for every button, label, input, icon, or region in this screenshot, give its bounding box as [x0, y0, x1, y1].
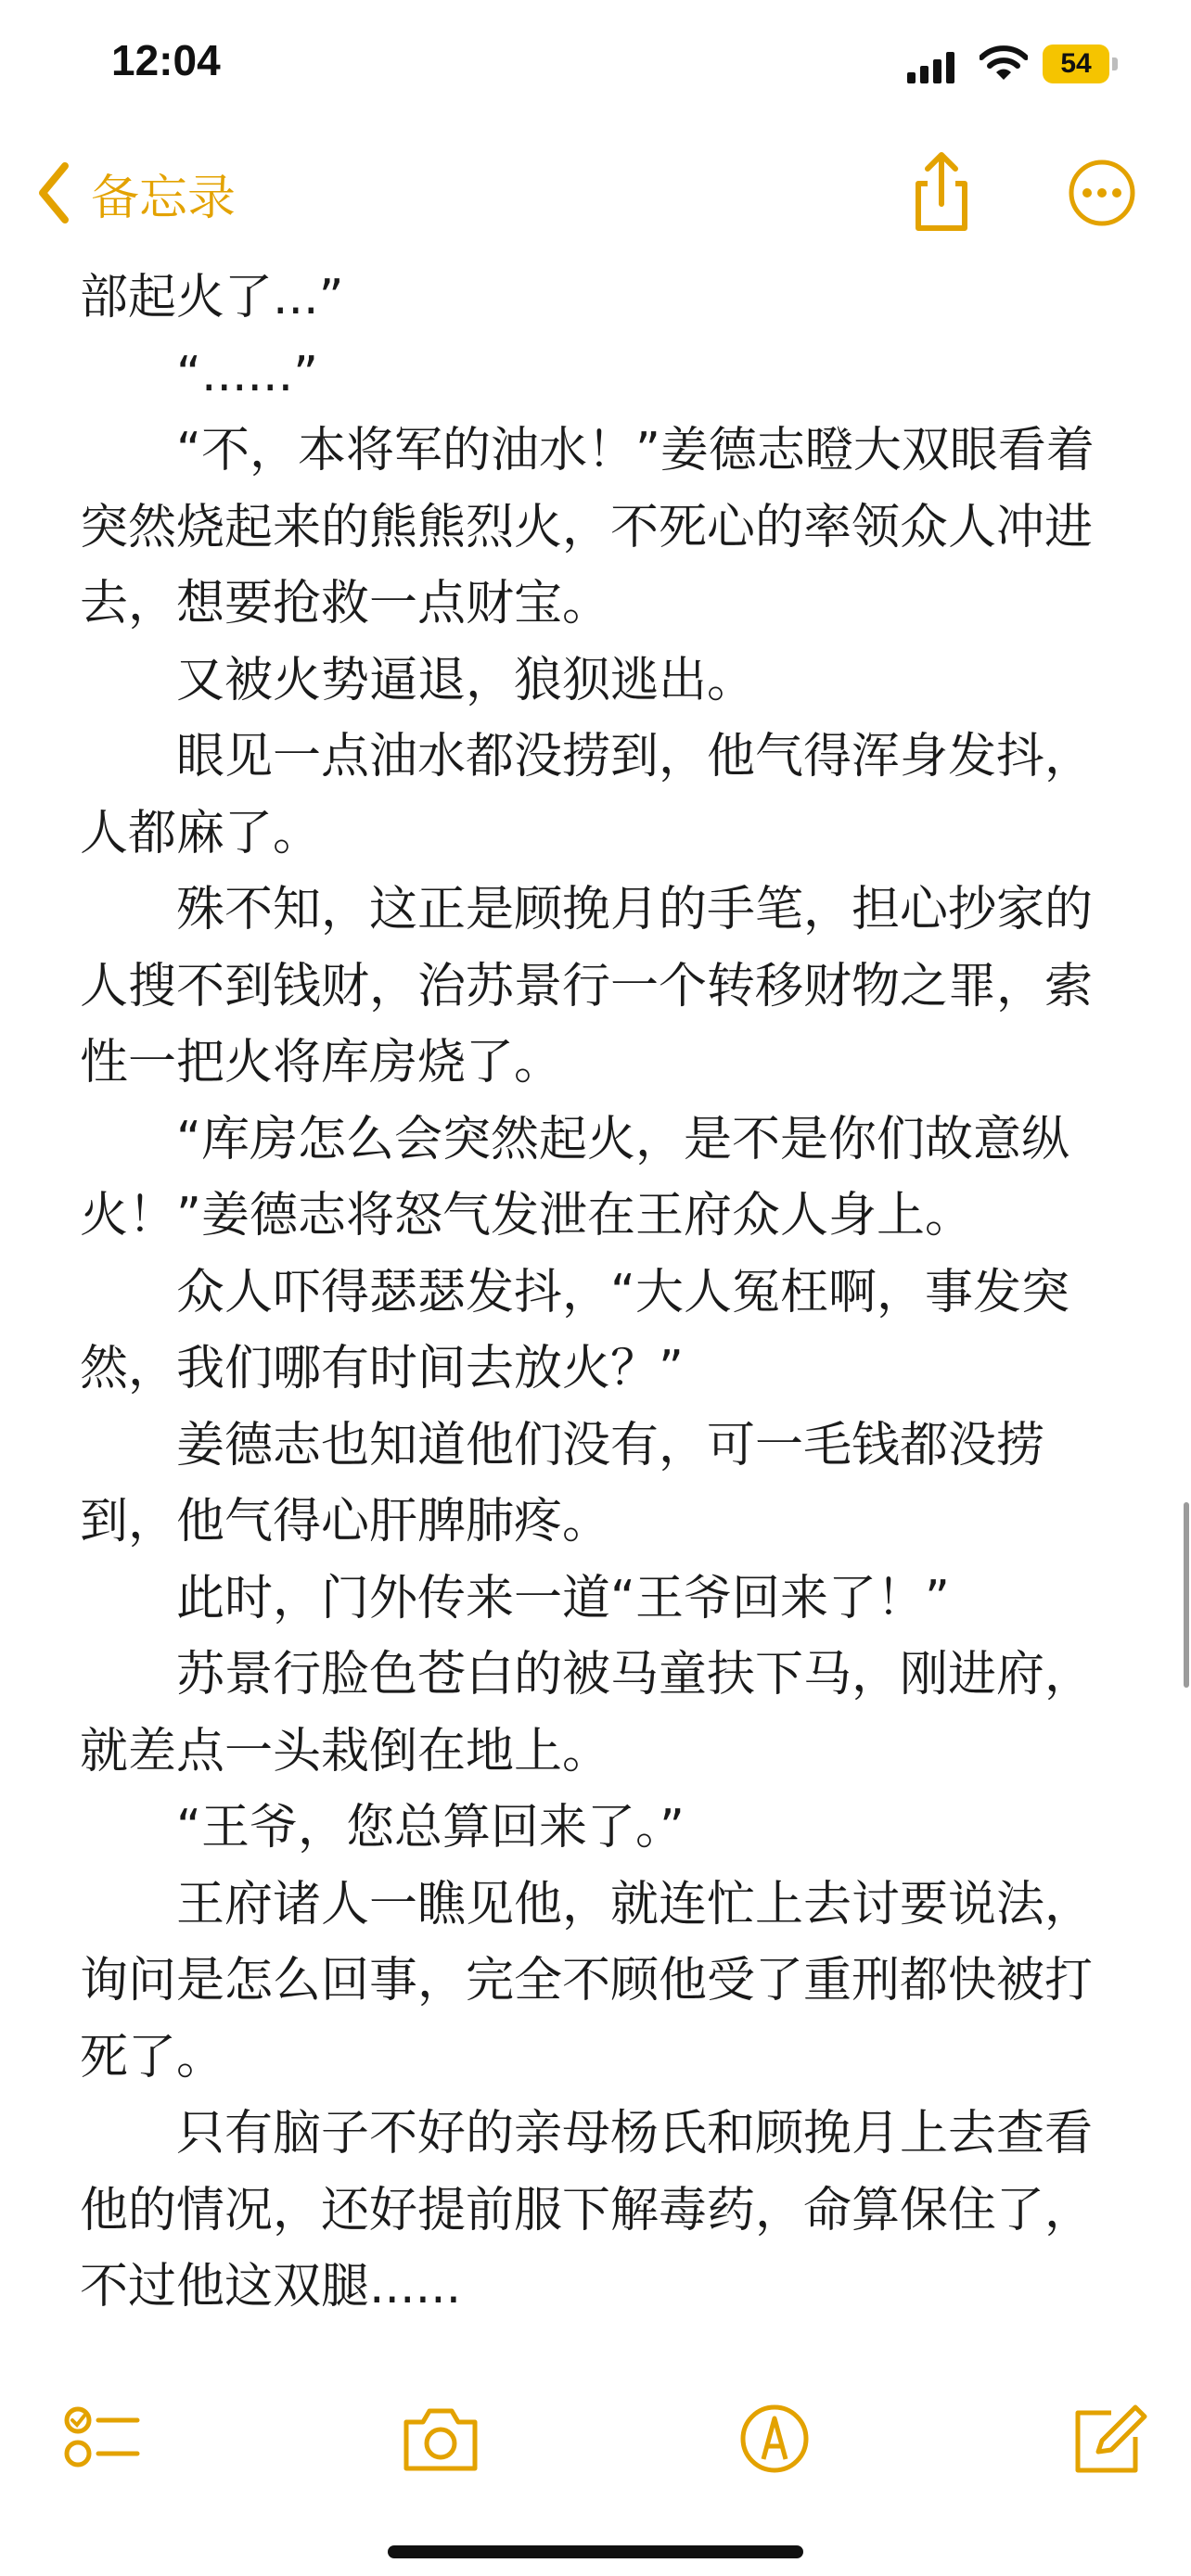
cellular-signal-icon: [907, 52, 955, 83]
compose-icon[interactable]: [1067, 2402, 1150, 2476]
note-paragraph: “不，本将军的油水！”姜德志瞪大双眼看着突然烧起来的熊熊烈火，不死心的率领众人冲进去，想要抢救一点财宝。: [80, 423, 1095, 631]
note-paragraph: 姜德志也知道他们没有，可一毛钱都没捞到，他气得心肝脾肺疼。: [80, 1417, 1045, 1549]
back-button[interactable]: [35, 156, 236, 230]
status-time: 12:04: [111, 36, 221, 84]
note-paragraph: “库房怎么会突然起火，是不是你们故意纵火！”姜德志将怒气发泄在王府众人身上。: [80, 1111, 1069, 1243]
status-bar: [0, 0, 1191, 130]
scroll-indicator[interactable]: [1184, 1502, 1189, 1688]
note-paragraph: 王府诸人一瞧见他，就连忙上去讨要说法，询问是怎么回事，完全不顾他受了重刑都快被打死了。: [80, 1876, 1094, 2085]
note-paragraph: 又被火势逼退，狼狈逃出。: [176, 652, 756, 708]
back-label: 备忘录: [91, 170, 237, 226]
note-paragraph: 苏景行脸色苍白的被马童扶下马，刚进府，就差点一头栽倒在地上。: [80, 1647, 1094, 1779]
note-paragraph: 只有脑子不好的亲母杨氏和顾挽月上去查看他的情况，还好提前服下解毒药，命算保住了，不过他这双腿......: [80, 2106, 1094, 2315]
wifi-icon: [980, 45, 1028, 82]
note-paragraph: 部起火了...”: [80, 270, 344, 325]
note-paragraph: 此时，门外传来一道“王爷回来了！”: [176, 1570, 950, 1626]
chevron-left-icon: [35, 160, 72, 225]
note-paragraph: “......”: [176, 346, 319, 402]
note-paragraph: 殊不知，这正是顾挽月的手笔，担心抄家的人搜不到钱财，治苏景行一个转移财物之罪，索性一把火将库房烧了。: [80, 882, 1094, 1090]
checklist-icon[interactable]: [59, 2402, 143, 2476]
share-icon[interactable]: [907, 150, 976, 234]
home-indicator[interactable]: [388, 2545, 803, 2558]
bottom-toolbar: [0, 2392, 1191, 2485]
more-icon[interactable]: [1067, 158, 1137, 228]
note-body[interactable]: [80, 260, 1119, 2326]
camera-icon[interactable]: [399, 2402, 482, 2476]
battery-icon: [1043, 45, 1119, 83]
battery-level: 54: [1060, 48, 1092, 79]
note-paragraph: 众人吓得瑟瑟发抖，“大人冤枉啊，事发突然，我们哪有时间去放火？”: [80, 1264, 1069, 1396]
note-paragraph: “王爷，您总算回来了。”: [176, 1800, 685, 1855]
markup-icon[interactable]: [733, 2402, 816, 2476]
navigation-bar: [0, 139, 1191, 250]
note-paragraph: 眼见一点油水都没捞到，他气得浑身发抖，人都麻了。: [80, 729, 1094, 861]
